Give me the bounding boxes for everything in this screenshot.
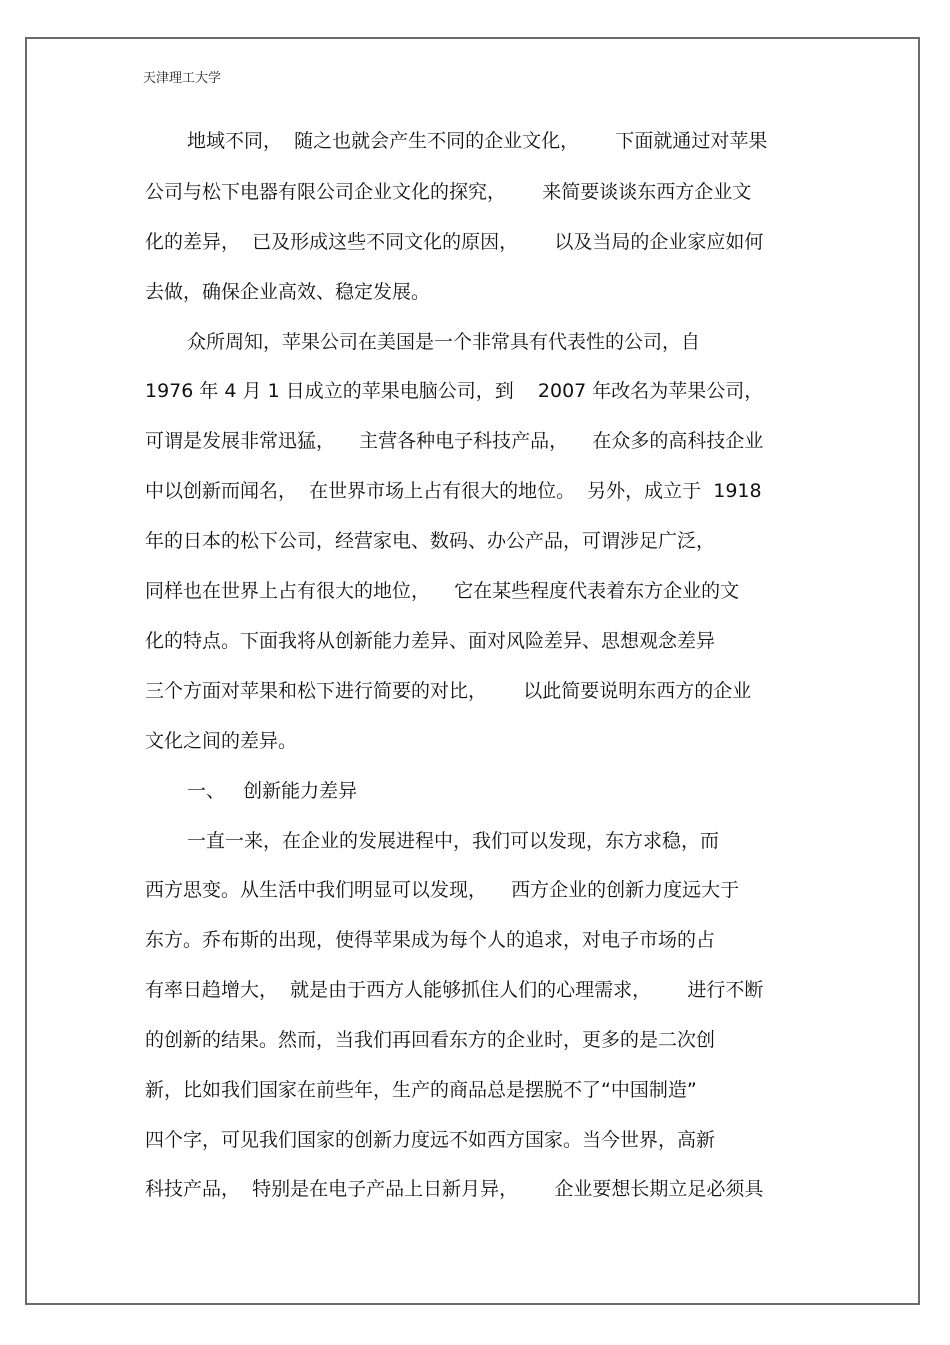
paragraph-line: 科技产品， 特别是在电子产品上日新月异， 企业要想长期立足必须具 bbox=[145, 1178, 764, 1200]
paragraph-line: 四个字，可见我们国家的创新力度远不如西方国家。当今世界，高新 bbox=[145, 1129, 716, 1151]
paragraph-line: 去做，确保企业高效、稳定发展。 bbox=[145, 281, 431, 303]
paragraph-line: 公司与松下电器有限公司企业文化的探究， 来简要谈谈东西方企业文 bbox=[145, 181, 752, 203]
paragraph-line: 化的特点。下面我将从创新能力差异、面对风险差异、思想观念差异 bbox=[145, 630, 716, 652]
paragraph-line: 众所周知，苹果公司在美国是一个非常具有代表性的公司，自 bbox=[187, 331, 701, 353]
paragraph-line: 可谓是发展非常迅猛， 主营各种电子科技产品， 在众多的高科技企业 bbox=[145, 430, 764, 452]
paragraph-line: 文化之间的差异。 bbox=[145, 730, 298, 752]
paragraph-line: 同样也在世界上占有很大的地位， 它在某些程度代表着东方企业的文 bbox=[145, 580, 740, 602]
paragraph-line: 年的日本的松下公司，经营家电、数码、办公产品，可谓涉足广泛， bbox=[145, 530, 716, 552]
paragraph-line: 中以创新而闻名， 在世界市场上占有很大的地位。 另外，成立于 1918 bbox=[145, 480, 762, 502]
paragraph-line: 的创新的结果。然而，当我们再回看东方的企业时，更多的是二次创 bbox=[145, 1029, 716, 1051]
paragraph-line: 一直一来，在企业的发展进程中，我们可以发现，东方求稳，而 bbox=[187, 830, 720, 852]
paragraph-line: 西方思变。从生活中我们明显可以发现， 西方企业的创新力度远大于 bbox=[145, 879, 740, 901]
running-header: 天津理工大学 bbox=[143, 71, 222, 86]
paragraph-line: 有率日趋增大， 就是由于西方人能够抓住人们的心理需求， 进行不断 bbox=[145, 979, 764, 1001]
paragraph-line: 1976 年 4 月 1 日成立的苹果电脑公司，到 2007 年改名为苹果公司， bbox=[145, 380, 764, 402]
paragraph-line: 化的差异， 已及形成这些不同文化的原因， 以及当局的企业家应如何 bbox=[145, 231, 764, 253]
section-heading: 一、 创新能力差异 bbox=[187, 780, 358, 802]
paragraph-line: 东方。乔布斯的出现，使得苹果成为每个人的追求，对电子市场的占 bbox=[145, 929, 716, 951]
paragraph-line: 三个方面对苹果和松下进行简要的对比， 以此简要说明东西方的企业 bbox=[145, 680, 752, 702]
paragraph-line: 新，比如我们国家在前些年，生产的商品总是摆脱不了“中国制造” bbox=[145, 1079, 697, 1101]
paragraph-line: 地域不同， 随之也就会产生不同的企业文化， 下面就通过对苹果 bbox=[187, 130, 768, 152]
